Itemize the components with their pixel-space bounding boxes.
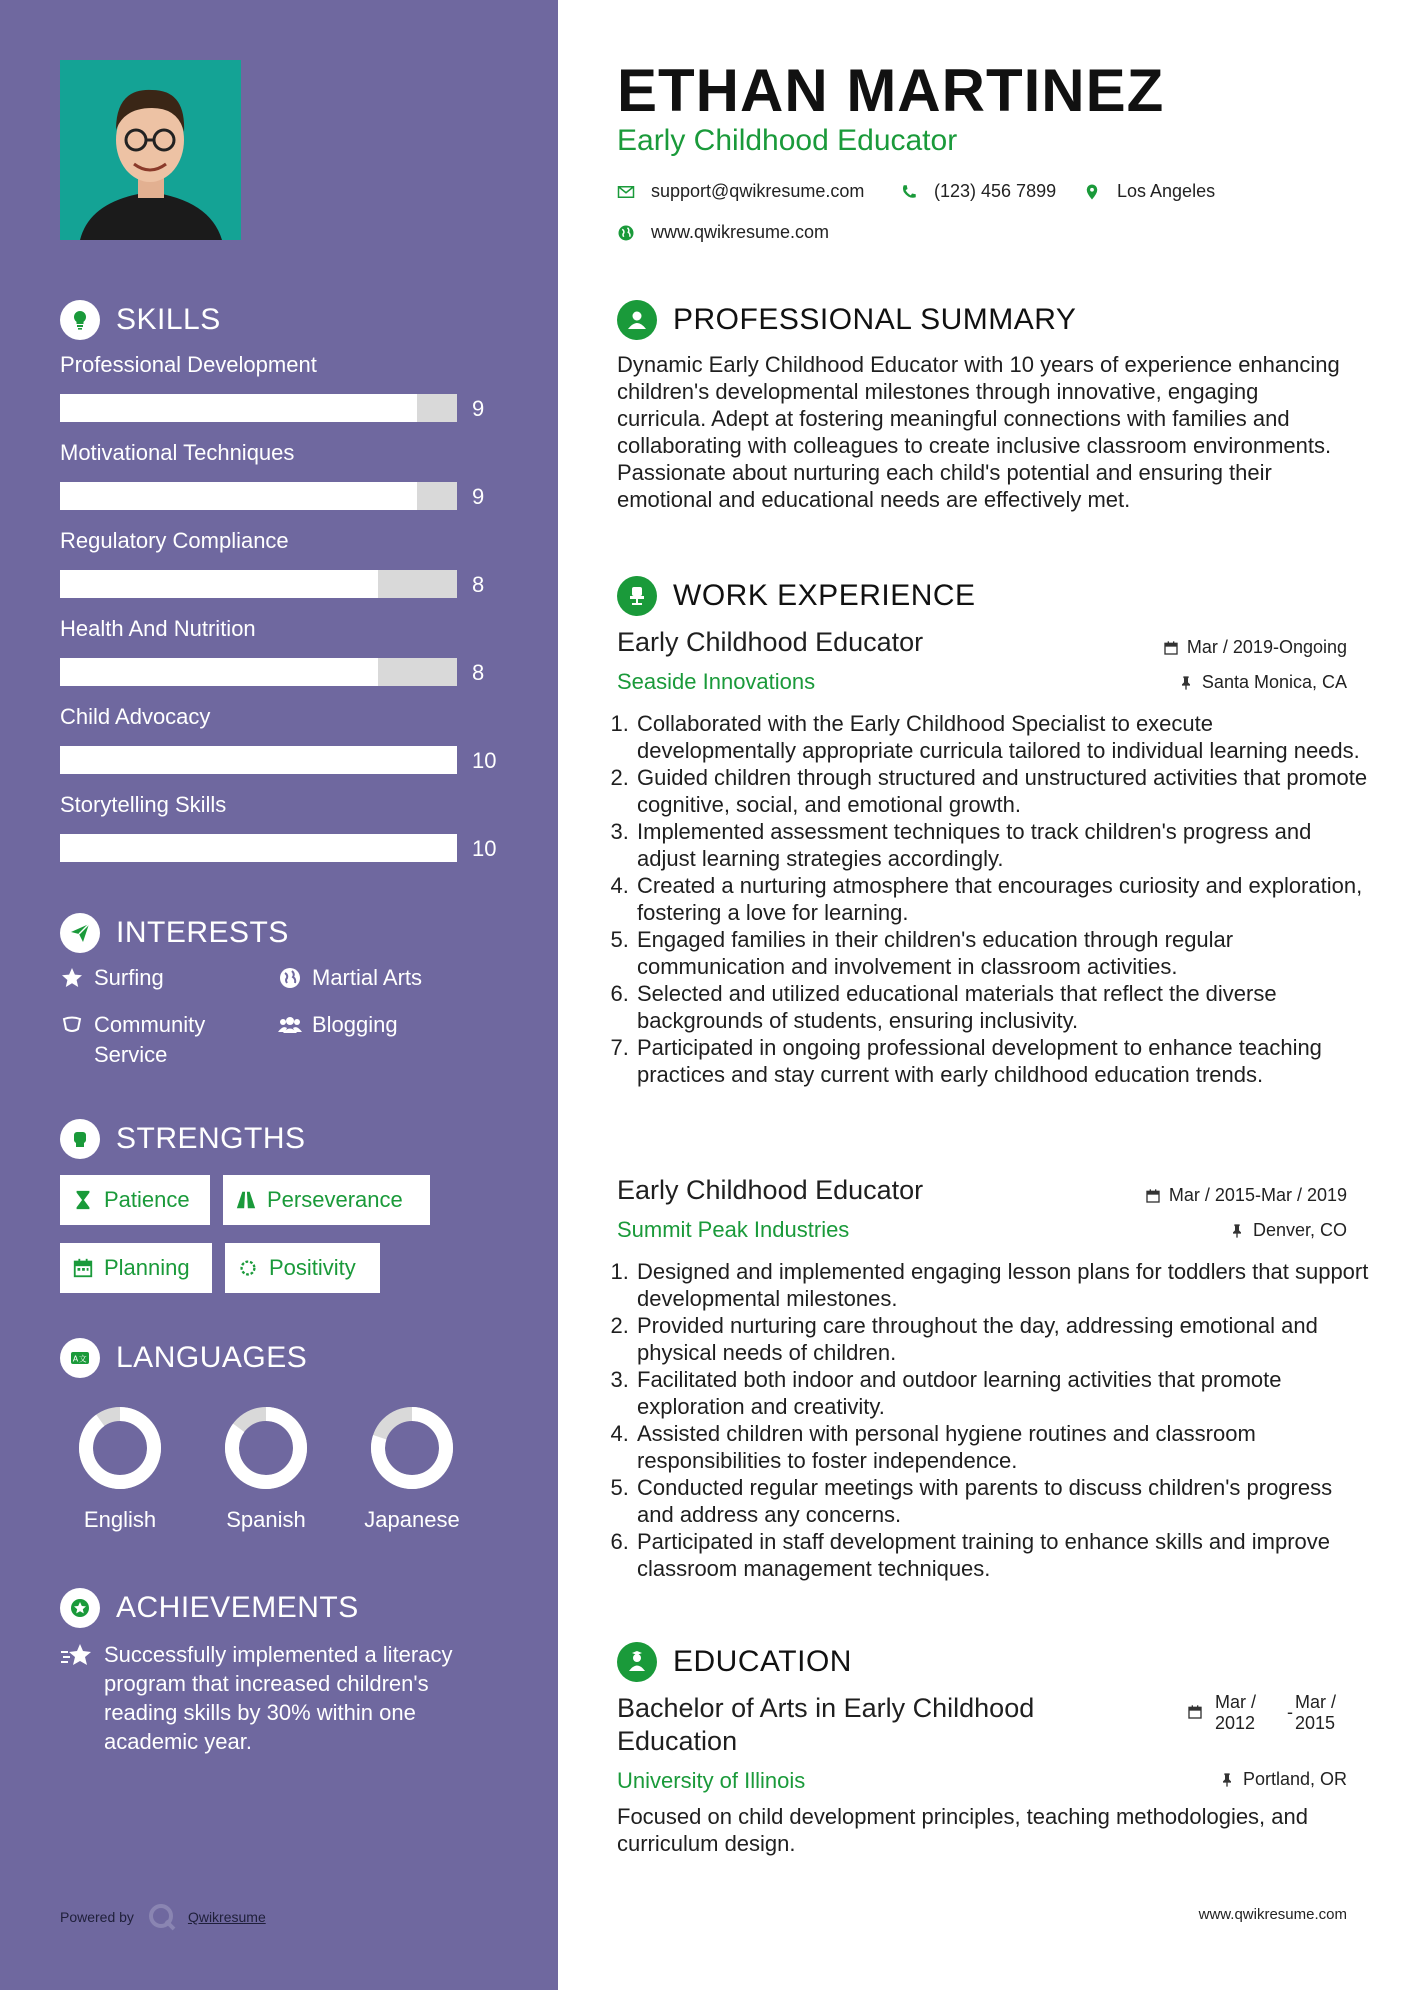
globe-icon — [617, 224, 635, 242]
skill-score: 10 — [472, 836, 497, 861]
calendar-icon — [1145, 1188, 1161, 1204]
interests-heading: INTERESTS — [60, 913, 289, 953]
job-location: Santa Monica, CA — [1178, 672, 1347, 693]
duty-item: 5. Engaged families in their children's education through regular communication and involvement in classroom activities. — [635, 926, 1370, 980]
interest-item: Community Service — [60, 1010, 260, 1070]
job-location: Denver, CO — [1229, 1220, 1347, 1241]
candidate-name: ETHAN MARTINEZ — [617, 57, 1165, 124]
pushpin-icon — [1229, 1223, 1245, 1239]
language-gauge — [75, 1403, 165, 1493]
lightbulb-icon — [60, 300, 100, 340]
achievement-item: Successfully implemented a literacy program that increased children's reading skills by 30% within one academic year. — [60, 1640, 500, 1756]
user-icon — [617, 300, 657, 340]
skill-bar — [60, 394, 457, 422]
fist-icon — [60, 1119, 100, 1159]
pushpin-icon — [1219, 1772, 1235, 1788]
skill-label: Regulatory Compliance — [60, 528, 289, 553]
education-heading: EDUCATION — [617, 1642, 852, 1682]
envelope-icon — [617, 183, 635, 201]
powered-by: Powered by Qwikresume — [60, 1903, 266, 1931]
calendar-icon — [1163, 640, 1179, 656]
duty-item: 2. Guided children through structured and unstructured activities that promote cognitive, social, and emotional growth. — [635, 764, 1370, 818]
language-label: English — [83, 1507, 157, 1532]
skill-score: 8 — [472, 572, 485, 597]
duty-item: 1. Designed and implemented engaging lesson plans for toddlers that support developmental milestones. — [635, 1258, 1370, 1312]
skill-label: Health And Nutrition — [60, 616, 256, 641]
duty-item: 1. Collaborated with the Early Childhood Specialist to execute developmentally appropriate curricula tailored to individual learning needs. — [635, 710, 1370, 764]
skill-score: 9 — [472, 396, 485, 421]
profile-photo — [60, 60, 241, 240]
location-contact: Los Angeles — [1083, 181, 1215, 202]
skill-item — [60, 792, 500, 861]
duty-item: 2. Provided nurturing care throughout the day, addressing emotional and physical needs of children. — [635, 1312, 1370, 1366]
hand-icon — [60, 1013, 84, 1037]
skill-item — [60, 704, 500, 773]
job-dates: Mar / 2019-Ongoing — [1163, 637, 1347, 658]
skill-bar-fill — [60, 746, 457, 774]
avatar — [60, 60, 241, 240]
language-gauge — [367, 1403, 457, 1493]
strengths-heading: STRENGTHS — [60, 1119, 306, 1159]
achievements-heading: ACHIEVEMENTS — [60, 1588, 359, 1628]
users-icon — [278, 1013, 302, 1037]
phone-contact[interactable]: (123) 456 7899 — [900, 181, 1056, 202]
graduation-icon — [617, 1642, 657, 1682]
summary-text: Dynamic Early Childhood Educator with 10 years of experience enhancing children's developmental milestones through innovative, engaging curricula. Adept at fostering meaningful connections with families and collaborating with colleagues to create inclusive classroom environments. Passionate about nurturing each child's potential and ensuring their emotional and educational needs are effectively met. — [617, 352, 1340, 512]
skills-heading: SKILLS — [60, 300, 221, 340]
company-name: Summit Peak Industries — [617, 1217, 850, 1242]
strength-chip: Positivity — [225, 1243, 380, 1293]
phone-icon — [900, 183, 918, 201]
education-description: Focused on child development principles, teaching methodologies, and curriculum design. — [617, 1804, 1308, 1856]
job-duties — [617, 1258, 1370, 1582]
skill-score: 10 — [472, 748, 497, 773]
svg-text:A文: A文 — [72, 1354, 88, 1364]
language-item — [342, 1403, 482, 1533]
qwikresume-logo-icon — [148, 1903, 176, 1931]
experience-heading: WORK EXPERIENCE — [617, 576, 976, 616]
language-item — [196, 1403, 336, 1533]
interest-item: Surfing — [60, 963, 164, 993]
strength-chip: Perseverance — [223, 1175, 430, 1225]
skill-item — [60, 528, 500, 597]
skill-item — [60, 616, 500, 685]
skill-item — [60, 352, 500, 421]
skill-label: Storytelling Skills — [60, 792, 227, 817]
skill-bar-fill — [60, 834, 457, 862]
duty-item: 3. Facilitated both indoor and outdoor learning activities that promote exploration and creativity. — [635, 1366, 1370, 1420]
strength-chip: Patience — [60, 1175, 210, 1225]
website-contact[interactable]: www.qwikresume.com — [617, 222, 829, 243]
duty-item: 3. Implemented assessment techniques to track children's progress and adjust learning strategies accordingly. — [635, 818, 1370, 872]
degree-title: Bachelor of Arts in Early Childhood Education — [617, 1693, 1035, 1756]
skill-score: 8 — [472, 660, 485, 685]
duty-item: 5. Conducted regular meetings with parents to discuss children's progress and address any concerns. — [635, 1474, 1370, 1528]
skill-label: Professional Development — [60, 352, 317, 377]
summary-heading: PROFESSIONAL SUMMARY — [617, 300, 1076, 340]
skill-bar — [60, 746, 457, 774]
duty-item: 6. Selected and utilized educational materials that reflect the diverse backgrounds of students, ensuring inclusivity. — [635, 980, 1370, 1034]
chair-icon — [617, 576, 657, 616]
language-icon — [60, 1338, 100, 1378]
skill-bar — [60, 834, 457, 862]
skill-bar-fill — [60, 482, 417, 510]
qwikresume-link[interactable]: Qwikresume — [187, 1909, 266, 1925]
hourglass-icon — [72, 1189, 94, 1211]
globe-icon — [278, 966, 302, 990]
language-gauge — [221, 1403, 311, 1493]
skill-bar — [60, 482, 457, 510]
calendar-icon — [72, 1257, 94, 1279]
award-star-icon — [60, 1588, 100, 1628]
language-item — [50, 1403, 190, 1533]
candidate-role: Early Childhood Educator — [617, 124, 958, 157]
calendar-icon — [1187, 1704, 1203, 1720]
duty-item: 4. Assisted children with personal hygiene routines and classroom responsibilities to foster independence. — [635, 1420, 1370, 1474]
footer-url[interactable]: www.qwikresume.com — [1198, 1906, 1347, 1923]
school-name: University of Illinois — [617, 1768, 806, 1793]
language-label: Japanese — [364, 1507, 460, 1532]
company-name: Seaside Innovations — [617, 669, 816, 694]
education-location: Portland, OR — [1219, 1769, 1347, 1790]
skill-bar-fill — [60, 394, 417, 422]
road-icon — [235, 1189, 257, 1211]
skill-label: Child Advocacy — [60, 704, 211, 729]
duty-item: 7. Participated in ongoing professional development to enhance teaching practices and stay current with early childhood education trends. — [635, 1034, 1370, 1088]
interest-item: Blogging — [278, 1010, 398, 1040]
skill-label: Motivational Techniques — [60, 440, 295, 465]
skill-bar — [60, 570, 457, 598]
skill-item — [60, 440, 500, 509]
pushpin-icon — [1178, 675, 1194, 691]
education-dates: Mar / 2012 - Mar / 2015 — [1187, 1692, 1347, 1734]
skill-score: 9 — [472, 484, 485, 509]
job-dates: Mar / 2015-Mar / 2019 — [1145, 1185, 1347, 1206]
skill-bar — [60, 658, 457, 686]
sun-icon — [237, 1257, 259, 1279]
sidebar — [0, 0, 558, 1990]
interest-item: Martial Arts — [278, 963, 422, 993]
paper-plane-icon — [60, 913, 100, 953]
skill-bar-fill — [60, 658, 378, 686]
email-contact[interactable]: support@qwikresume.com — [617, 181, 864, 202]
job-title: Early Childhood Educator — [617, 627, 924, 657]
star-icon — [60, 966, 84, 990]
duty-item: 4. Created a nurturing atmosphere that encourages curiosity and exploration, fostering a love for learning. — [635, 872, 1370, 926]
language-label: Spanish — [226, 1507, 306, 1532]
map-pin-icon — [1083, 183, 1101, 201]
duty-item: 6. Participated in staff development training to enhance skills and improve classroom management techniques. — [635, 1528, 1370, 1582]
strength-chip: Planning — [60, 1243, 212, 1293]
stars-icon — [60, 1642, 92, 1670]
job-duties — [617, 710, 1370, 1088]
job-title: Early Childhood Educator — [617, 1175, 924, 1205]
skill-bar-fill — [60, 570, 378, 598]
languages-heading: A文 LANGUAGES — [60, 1338, 307, 1378]
